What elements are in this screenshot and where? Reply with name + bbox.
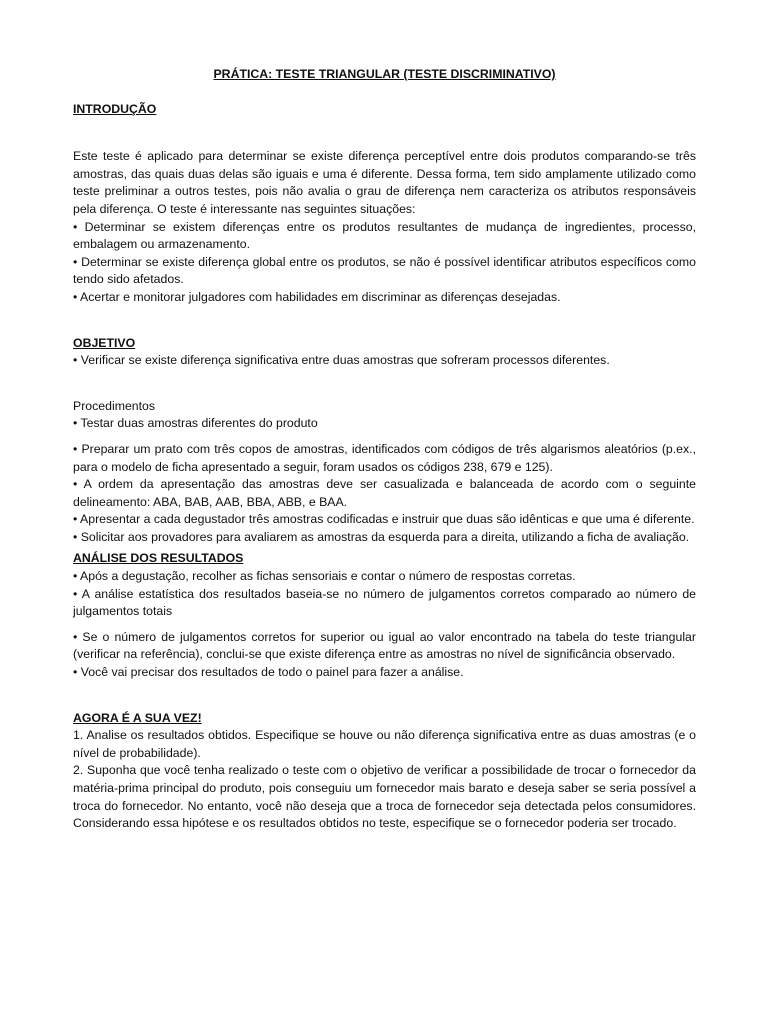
intro-paragraph: Este teste é aplicado para determinar se existe diferença perceptível entre dois produtos comparando-se três amostras, das quais duas delas são iguais e uma é diferente. Dessa forma, tem sido amplamente utilizado como teste preliminar a outros testes, pois não avalia o grau de diferença nem caracteriza os atributos responsáveis pela diferença. O teste é interessante nas seguintes situações: [73, 149, 696, 216]
task-heading: AGORA É A SUA VEZ! [73, 710, 202, 725]
procedures-heading: Procedimentos [73, 398, 156, 413]
analysis-bullet: • Após a degustação, recolher as fichas sensoriais e contar o número de respostas corretas. [73, 569, 576, 584]
analysis-bullet: • Se o número de julgamentos corretos for superior ou igual ao valor encontrado na tabela do teste triangular (verificar na referência), conclui-se que existe diferença entre as amostras no nível de significância observado. [73, 629, 696, 662]
intro-bullet: • Determinar se existem diferenças entre os produtos resultantes de mudança de ingredientes, processo, embalagem ou armazenamento. [73, 219, 696, 252]
procedures-bullet: • A ordem da apresentação das amostras deve ser casualizada e balanceada de acordo com o seguinte delineamento: ABA, BAB, AAB, BBA, ABB, e BAA. [73, 477, 696, 509]
task-item: 2. Suponha que você tenha realizado o teste com o objetivo de verificar a possibilidade de trocar o fornecedor da matéria-prima principal do produto, pois conseguiu um fornecedor mais barato e deseja saber se seria possível a troca do fornecedor. No entanto, você não deseja que a troca de fornecedor seja detectada pelos consumidores. Considerando essa hipótese e os resultados obtidos no teste, especifique se o fornecedor poderia ser trocado. [73, 763, 696, 831]
objective-heading: OBJETIVO [73, 335, 136, 350]
procedures-bullet: • Solicitar aos provadores para avaliarem as amostras da esquerda para a direita, utilizando a ficha de avaliação. [73, 529, 690, 544]
analysis-bullet: • Você vai precisar dos resultados de todo o painel para fazer a análise. [73, 665, 464, 680]
task-item: 1. Analise os resultados obtidos. Especifique se houve ou não diferença significativa entre as duas amostras (e o nível de probabilidade). [73, 728, 696, 760]
objective-bullet: • Verificar se existe diferença significativa entre duas amostras que sofreram processos diferentes. [73, 353, 610, 368]
intro-heading: INTRODUÇÃO [73, 101, 157, 116]
procedures-bullet: • Preparar um prato com três copos de amostras, identificados com códigos de três algarismos aleatórios (p.ex., para o modelo de ficha apresentado a seguir, foram usados os códigos 238, 679 e 125). [73, 441, 696, 474]
intro-bullet: • Determinar se existe diferença global entre os produtos, se não é possível identificar atributos específicos como tendo sido afetados. [73, 254, 696, 287]
procedures-first-bullet: • Testar duas amostras diferentes do produto [73, 416, 318, 431]
procedures-bullet: • Apresentar a cada degustador três amostras codificadas e instruir que duas são idênticas e que uma é diferente. [73, 512, 695, 527]
document-page [73, 66, 696, 833]
document-title: PRÁTICA: TESTE TRIANGULAR (TESTE DISCRIMINATIVO) [213, 67, 556, 81]
intro-bullet: • Acertar e monitorar julgadores com habilidades em discriminar as diferenças desejadas. [73, 289, 561, 304]
analysis-bullet: • A análise estatística dos resultados baseia-se no número de julgamentos corretos comparado ao número de julgamentos totais [73, 586, 696, 619]
analysis-heading: ANÁLISE DOS RESULTADOS [73, 551, 244, 566]
